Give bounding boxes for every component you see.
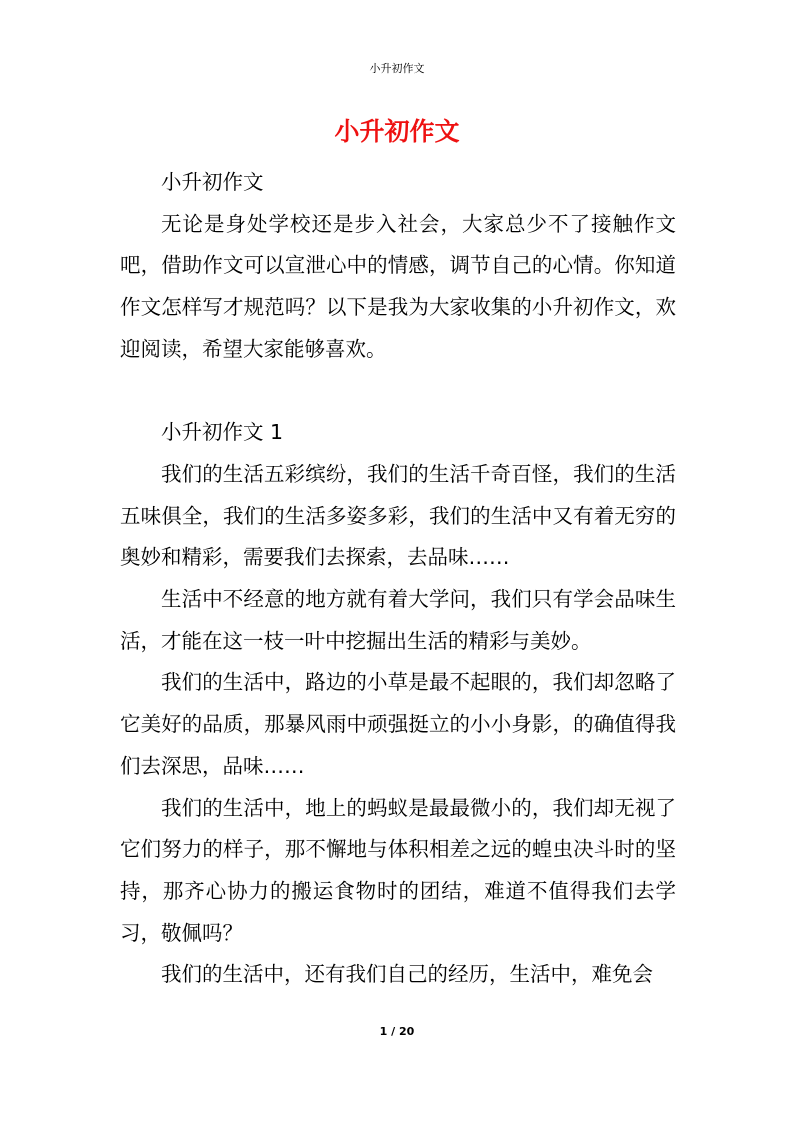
- paragraph-intro: 无论是身处学校还是步入社会，大家总少不了接触作文吧，借助作文可以宣泄心中的情感，调节自己的心情。你知道作文怎样写才规范吗？以下是我为大家收集的小升初作文，欢迎阅读，希望大家能够喜欢。: [120, 211, 676, 361]
- paragraph: 我们的生活五彩缤纷，我们的生活千奇百怪，我们的生活五味俱全，我们的生活多姿多彩，我们的生活中又有着无穷的奥妙和精彩，需要我们去探索，去品味……: [120, 461, 676, 570]
- paragraph: 生活中不经意的地方就有着大学问，我们只有学会品味生活，才能在这一枝一叶中挖掘出生活的精彩与美妙。: [120, 587, 676, 653]
- document-body: [120, 162, 676, 996]
- paragraph-subtitle: 小升初作文: [161, 170, 264, 194]
- paragraph-blank: [120, 371, 676, 413]
- document-title: 小升初作文: [334, 117, 460, 146]
- paragraph: 我们的生活中，路边的小草是最不起眼的，我们却忽略了它美好的品质，那暴风雨中顽强挺立的小小身影，的确值得我们去深思，品味……: [120, 670, 676, 778]
- paragraph: 我们的生活中，地上的蚂蚁是最最微小的，我们却无视了它们努力的样子，那不懈地与体积相差之远的蝗虫决斗时的坚持，那齐心协力的搬运食物时的团结，难道不值得我们去学习，敬佩吗？: [120, 795, 676, 945]
- paragraph-section-heading: 小升初作文 1: [161, 420, 284, 445]
- paragraph: 我们的生活中，还有我们自己的经历，生活中，难免会: [161, 962, 653, 987]
- page-number: 1 / 20: [379, 1025, 415, 1038]
- running-header: 小升初作文: [369, 62, 425, 75]
